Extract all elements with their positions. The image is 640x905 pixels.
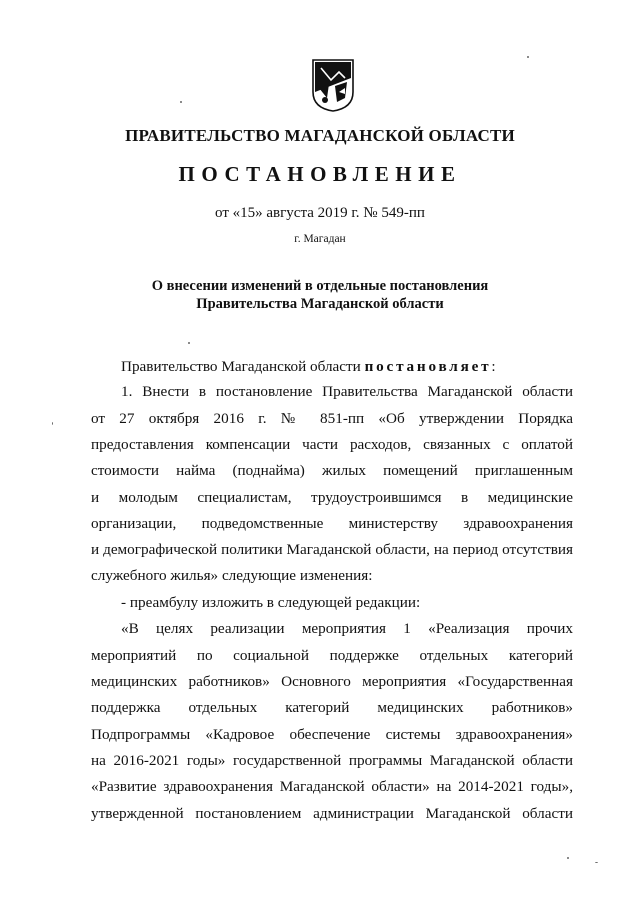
body-line: от 27 октября 2016 г. № 851-пп «Об утверждении Порядка <box>91 410 573 427</box>
scan-speck <box>188 342 190 344</box>
body-line: организации, подведомственные министерству здравоохранения <box>91 515 573 532</box>
body-line: и молодым специалистам, трудоустроившимся в медицинские <box>91 489 573 506</box>
body-line: утвержденной постановлением администрации Магаданской области <box>91 805 573 822</box>
document-city: г. Магадан <box>294 233 346 245</box>
intro-emphasis: постановляет <box>364 358 492 375</box>
body-line: и демографической политики Магаданской области, на период отсутствия <box>91 541 573 558</box>
intro-prefix: Правительство Магаданской области <box>121 358 365 375</box>
body-line: 1. Внести в постановление Правительства Магаданской области <box>121 383 573 400</box>
intro-line <box>121 357 573 377</box>
intro-suffix: : <box>491 358 496 375</box>
scan-speck <box>180 101 182 103</box>
scan-speck <box>527 56 529 58</box>
body-line: поддержка отдельных категорий медицинских работников» <box>91 699 573 716</box>
body-line: стоимости найма (поднайма) жилых помещений приглашенным <box>91 462 573 479</box>
body-line: медицинских работников» Основного мероприятия «Государственная <box>91 673 573 690</box>
body-line: «В целях реализации мероприятия 1 «Реализация прочих <box>121 620 573 637</box>
body-line: мероприятий по социальной поддержке отдельных категорий <box>91 647 573 664</box>
subject-line-2: Правительства Магаданской области <box>196 296 444 312</box>
body-line: «Развитие здравоохранения Магаданской области» на 2014-2021 годы», <box>91 778 573 795</box>
scan-speck <box>52 422 53 425</box>
body-line: Подпрограммы «Кадровое обеспечение системы здравоохранения» <box>91 726 573 743</box>
body-line: служебного жилья» следующие изменения: <box>91 567 373 584</box>
scan-speck <box>567 857 569 859</box>
scan-speck <box>595 862 598 863</box>
magadan-coat-of-arms-icon <box>311 58 355 112</box>
body-line: предоставления компенсации части расходов, связанных с оплатой <box>91 436 573 453</box>
body-line: на 2016-2021 годы» государственной программы Магаданской области <box>91 752 573 769</box>
document-date-number: от «15» августа 2019 г. № 549-пп <box>215 205 425 221</box>
organization-title: ПРАВИТЕЛЬСТВО МАГАДАНСКОЙ ОБЛАСТИ <box>125 126 515 145</box>
document-type-title: ПОСТАНОВЛЕНИЕ <box>178 162 462 186</box>
body-line: - преамбулу изложить в следующей редакции: <box>121 594 421 611</box>
subject-line-1: О внесении изменений в отдельные постановления <box>151 278 489 294</box>
